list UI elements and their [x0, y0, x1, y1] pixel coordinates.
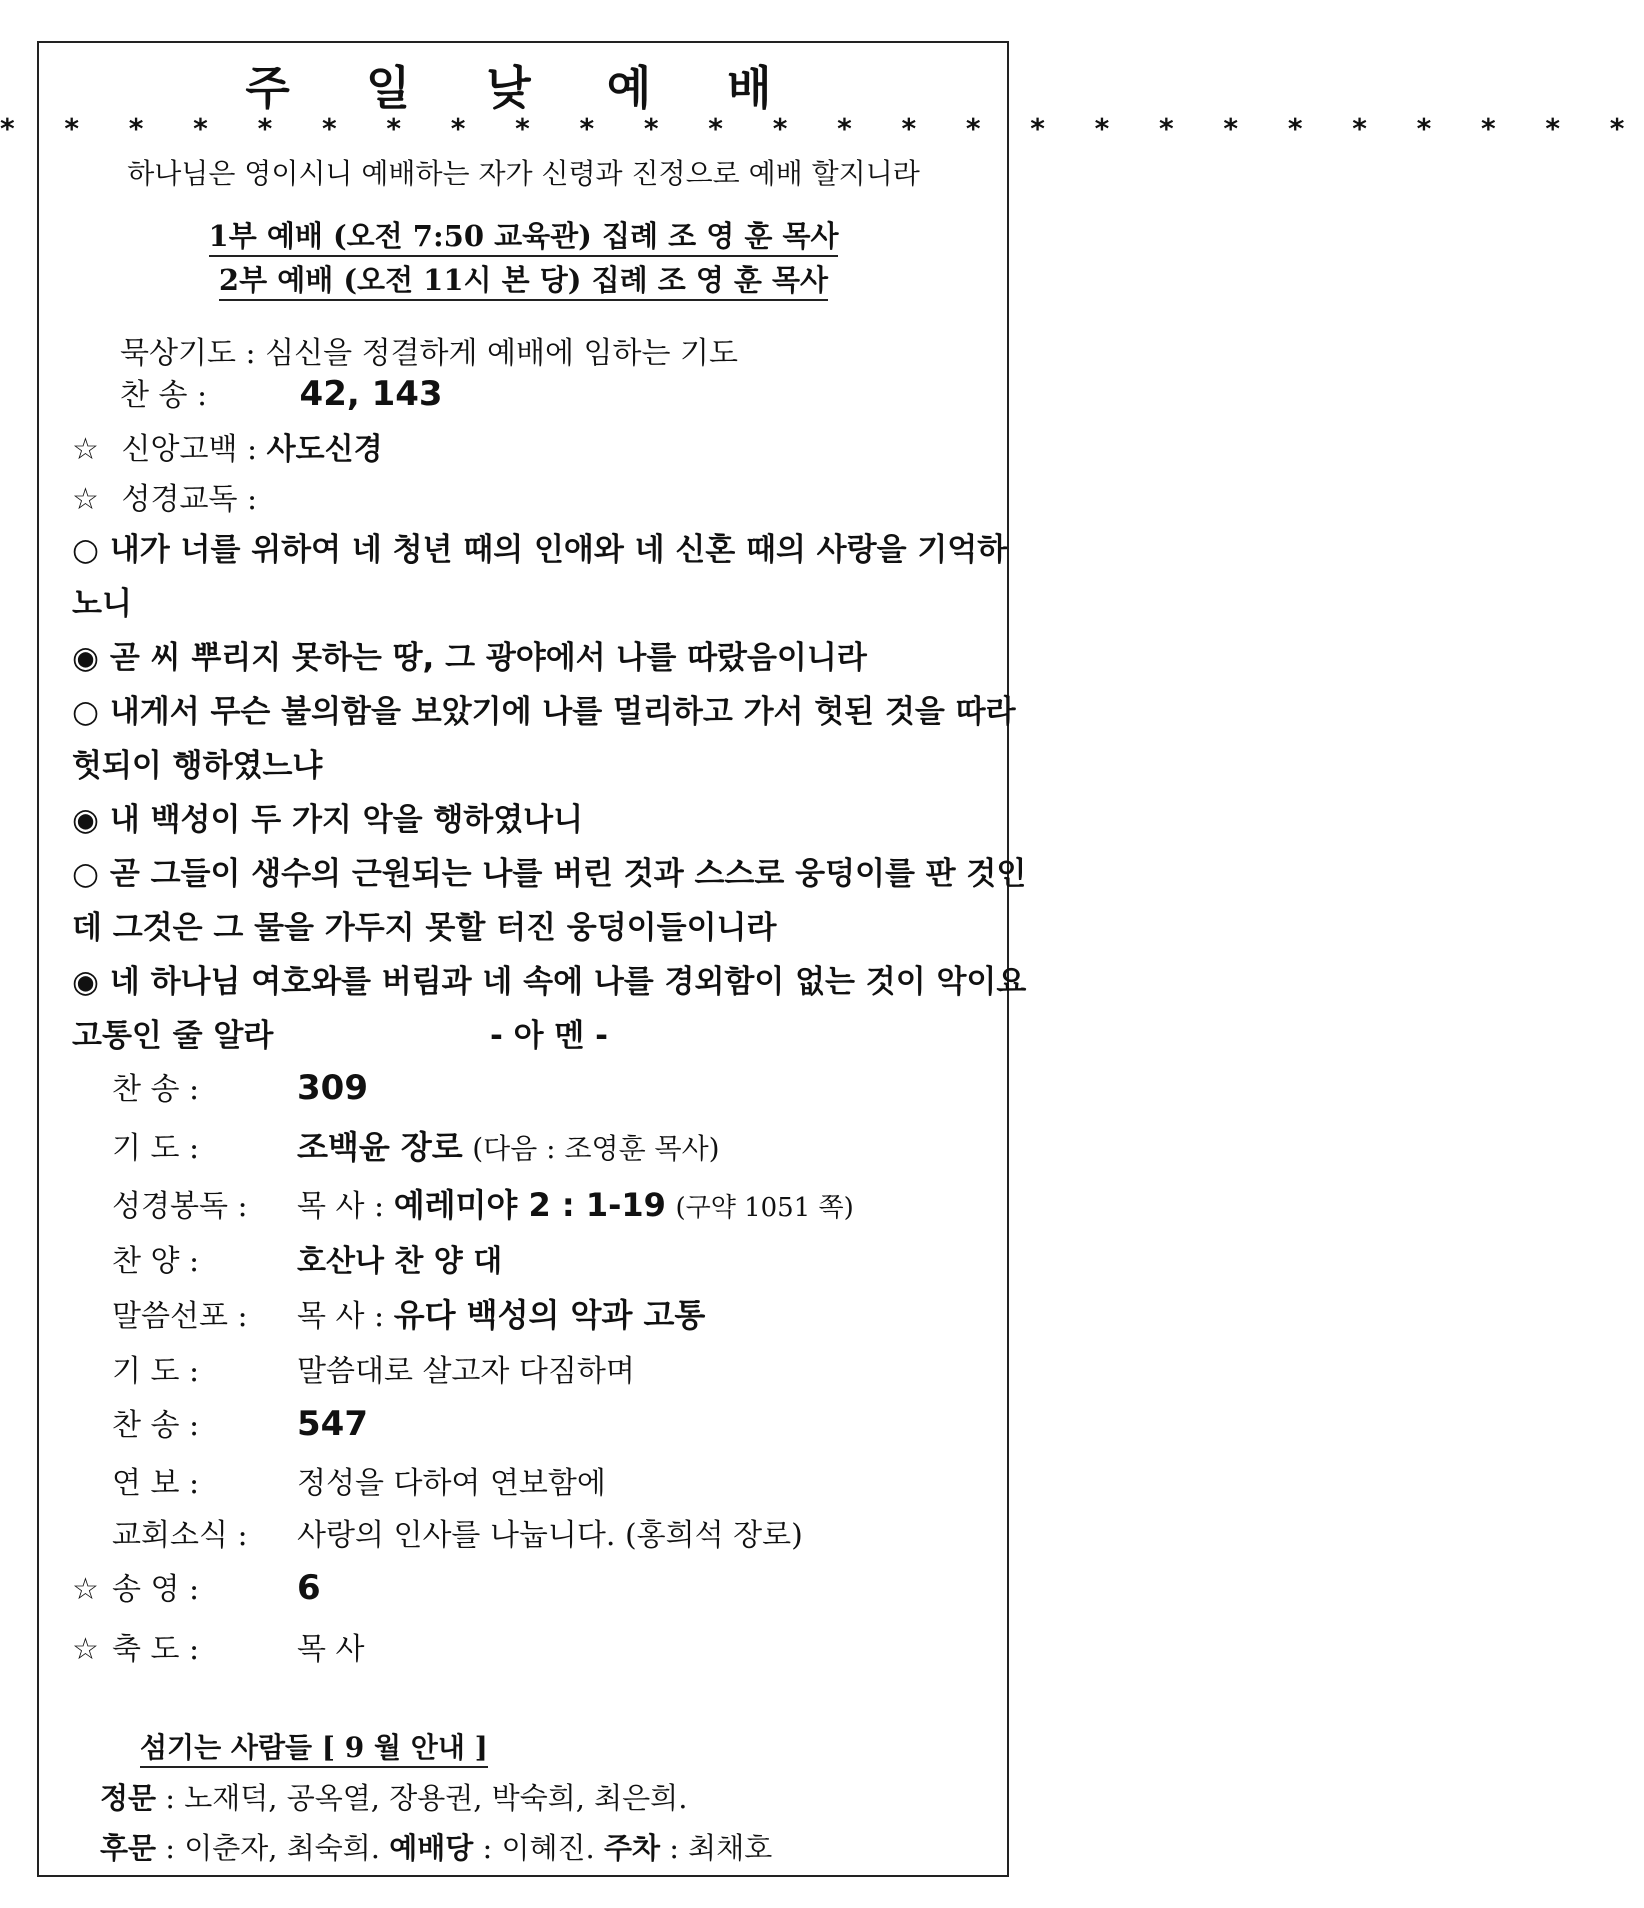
service-1	[0, 214, 1047, 255]
hymn-row-1	[120, 370, 443, 414]
order-row	[72, 1122, 720, 1168]
order-row	[72, 1236, 502, 1280]
reading-line: ○ 내가 너를 위하여 네 청년 때의 인애와 네 신혼 때의 사랑을 기억하	[72, 532, 1008, 568]
order-value: 6	[297, 1568, 321, 1608]
creed-label: 신앙고백 :	[121, 432, 258, 467]
service-1-text: 1부 예배 (오전 7:50 교육관) 집례 조 영 훈 목사	[209, 219, 839, 257]
gate-names: : 노재덕, 공옥열, 장용권, 박숙희, 최은희.	[165, 1781, 688, 1815]
reading-line: ◉ 네 하나님 여호와를 버림과 네 속에 나를 경외함이 없는 것이 악이요	[72, 964, 1027, 1000]
order-row	[72, 1180, 854, 1226]
order-text: 말씀대로 살고자 다짐하며	[297, 1354, 635, 1389]
gate-row	[100, 1776, 687, 1817]
order-text: 정성을 다하여 연보함에	[297, 1466, 606, 1501]
reading-title-row	[72, 474, 257, 518]
hall-label: 예배당	[389, 1831, 474, 1865]
reading-label: 성경교독 :	[121, 482, 258, 517]
page-title: 주 일 낮 예 배	[245, 61, 802, 115]
epigraph: 하나님은 영이시니 예배하는 자가 신령과 진정으로 예배 할지니라	[127, 157, 920, 190]
back-label: 후문	[100, 1831, 157, 1865]
order-text: 목 사	[297, 1632, 365, 1667]
service-2-text: 2부 예배 (오전 11시 본 당) 집례 조 영 훈 목사	[219, 263, 828, 301]
sermon-title: 유다 백성의 악과 고통	[393, 1296, 706, 1334]
order-label: 연 보 :	[112, 1466, 200, 1501]
meditation-row	[120, 328, 738, 372]
reading-line: ◉ 내 백성이 두 가지 악을 행하였나니	[72, 802, 584, 838]
order-row	[72, 1346, 635, 1390]
star-icon: ☆	[72, 432, 99, 467]
order-row	[72, 1510, 803, 1554]
order-label: 찬 송 :	[112, 1408, 200, 1443]
parking-names: : 최채호	[669, 1831, 773, 1865]
order-label: 기 도 :	[112, 1354, 200, 1389]
order-label: 교회소식 :	[112, 1518, 248, 1553]
meditation-text: 심신을 정결하게 예배에 임하는 기도	[265, 336, 738, 371]
reading-line: ◉ 곧 씨 뿌리지 못하는 땅, 그 광야에서 나를 따랐음이니라	[72, 640, 867, 676]
order-value: 309	[297, 1068, 368, 1108]
hymn-value: 42, 143	[299, 374, 443, 414]
star-divider: * * * * * * * * * * * * * * * * * * * * * * * * * *	[0, 112, 1644, 145]
order-row	[72, 1624, 365, 1668]
order-row	[72, 1564, 321, 1608]
reading-line: 노니	[72, 586, 132, 622]
star-icon: ☆	[72, 1572, 99, 1607]
order-pre: 목 사 :	[297, 1189, 385, 1224]
order-text: 사랑의 인사를 나눕니다. (홍희석 장로)	[297, 1518, 803, 1553]
amen: - 아 멘 -	[490, 1018, 609, 1054]
ushers-title: 섬기는 사람들 [ 9 월 안내 ]	[140, 1726, 488, 1768]
parking-label: 주차	[603, 1831, 660, 1865]
reading-line: 고통인 줄 알라	[72, 1018, 274, 1054]
order-row	[72, 1064, 368, 1108]
order-row	[72, 1458, 606, 1502]
hymn-label: 찬 송 :	[120, 378, 208, 413]
back-row	[100, 1826, 772, 1867]
order-label: 찬 송 :	[112, 1072, 200, 1107]
order-extra: (구약 1051 쪽)	[675, 1193, 854, 1223]
star-icon: ☆	[72, 482, 99, 517]
creed-row	[72, 424, 383, 468]
order-label: 찬 양 :	[112, 1244, 200, 1279]
order-label: 축 도 :	[112, 1632, 200, 1667]
order-value: 조백윤 장로	[297, 1128, 463, 1166]
hall-names: : 이혜진.	[482, 1831, 595, 1865]
gate-label: 정문	[100, 1781, 157, 1815]
reading-line: 데 그것은 그 물을 가두지 못할 터진 웅덩이들이니라	[72, 910, 777, 946]
order-row	[72, 1290, 705, 1336]
order-row	[72, 1400, 368, 1444]
meditation-label: 묵상기도 :	[120, 336, 256, 371]
order-pre: 목 사 :	[297, 1299, 385, 1334]
order-value: 예레미야 2 : 1-19	[393, 1186, 666, 1224]
order-extra: (다음 : 조영훈 목사)	[472, 1132, 720, 1165]
reading-line: 헛되이 행하였느냐	[72, 748, 323, 784]
order-label: 성경봉독 :	[112, 1189, 248, 1224]
reading-line: ○ 곧 그들이 생수의 근원되는 나를 버린 것과 스스로 웅덩이를 판 것인	[72, 856, 1027, 892]
creed-value: 사도신경	[266, 432, 383, 467]
star-icon: ☆	[72, 1632, 99, 1667]
order-value: 547	[297, 1404, 368, 1444]
order-value: 호산나 찬 양 대	[297, 1244, 503, 1279]
order-label: 기 도 :	[112, 1131, 200, 1166]
back-names: : 이춘자, 최숙희.	[165, 1831, 380, 1865]
order-label: 송 영 :	[112, 1572, 200, 1607]
service-2	[0, 258, 1047, 299]
order-label: 말씀선포 :	[112, 1299, 248, 1334]
reading-line: ○ 내게서 무슨 불의함을 보았기에 나를 멀리하고 가서 헛된 것을 따라	[72, 694, 1016, 730]
